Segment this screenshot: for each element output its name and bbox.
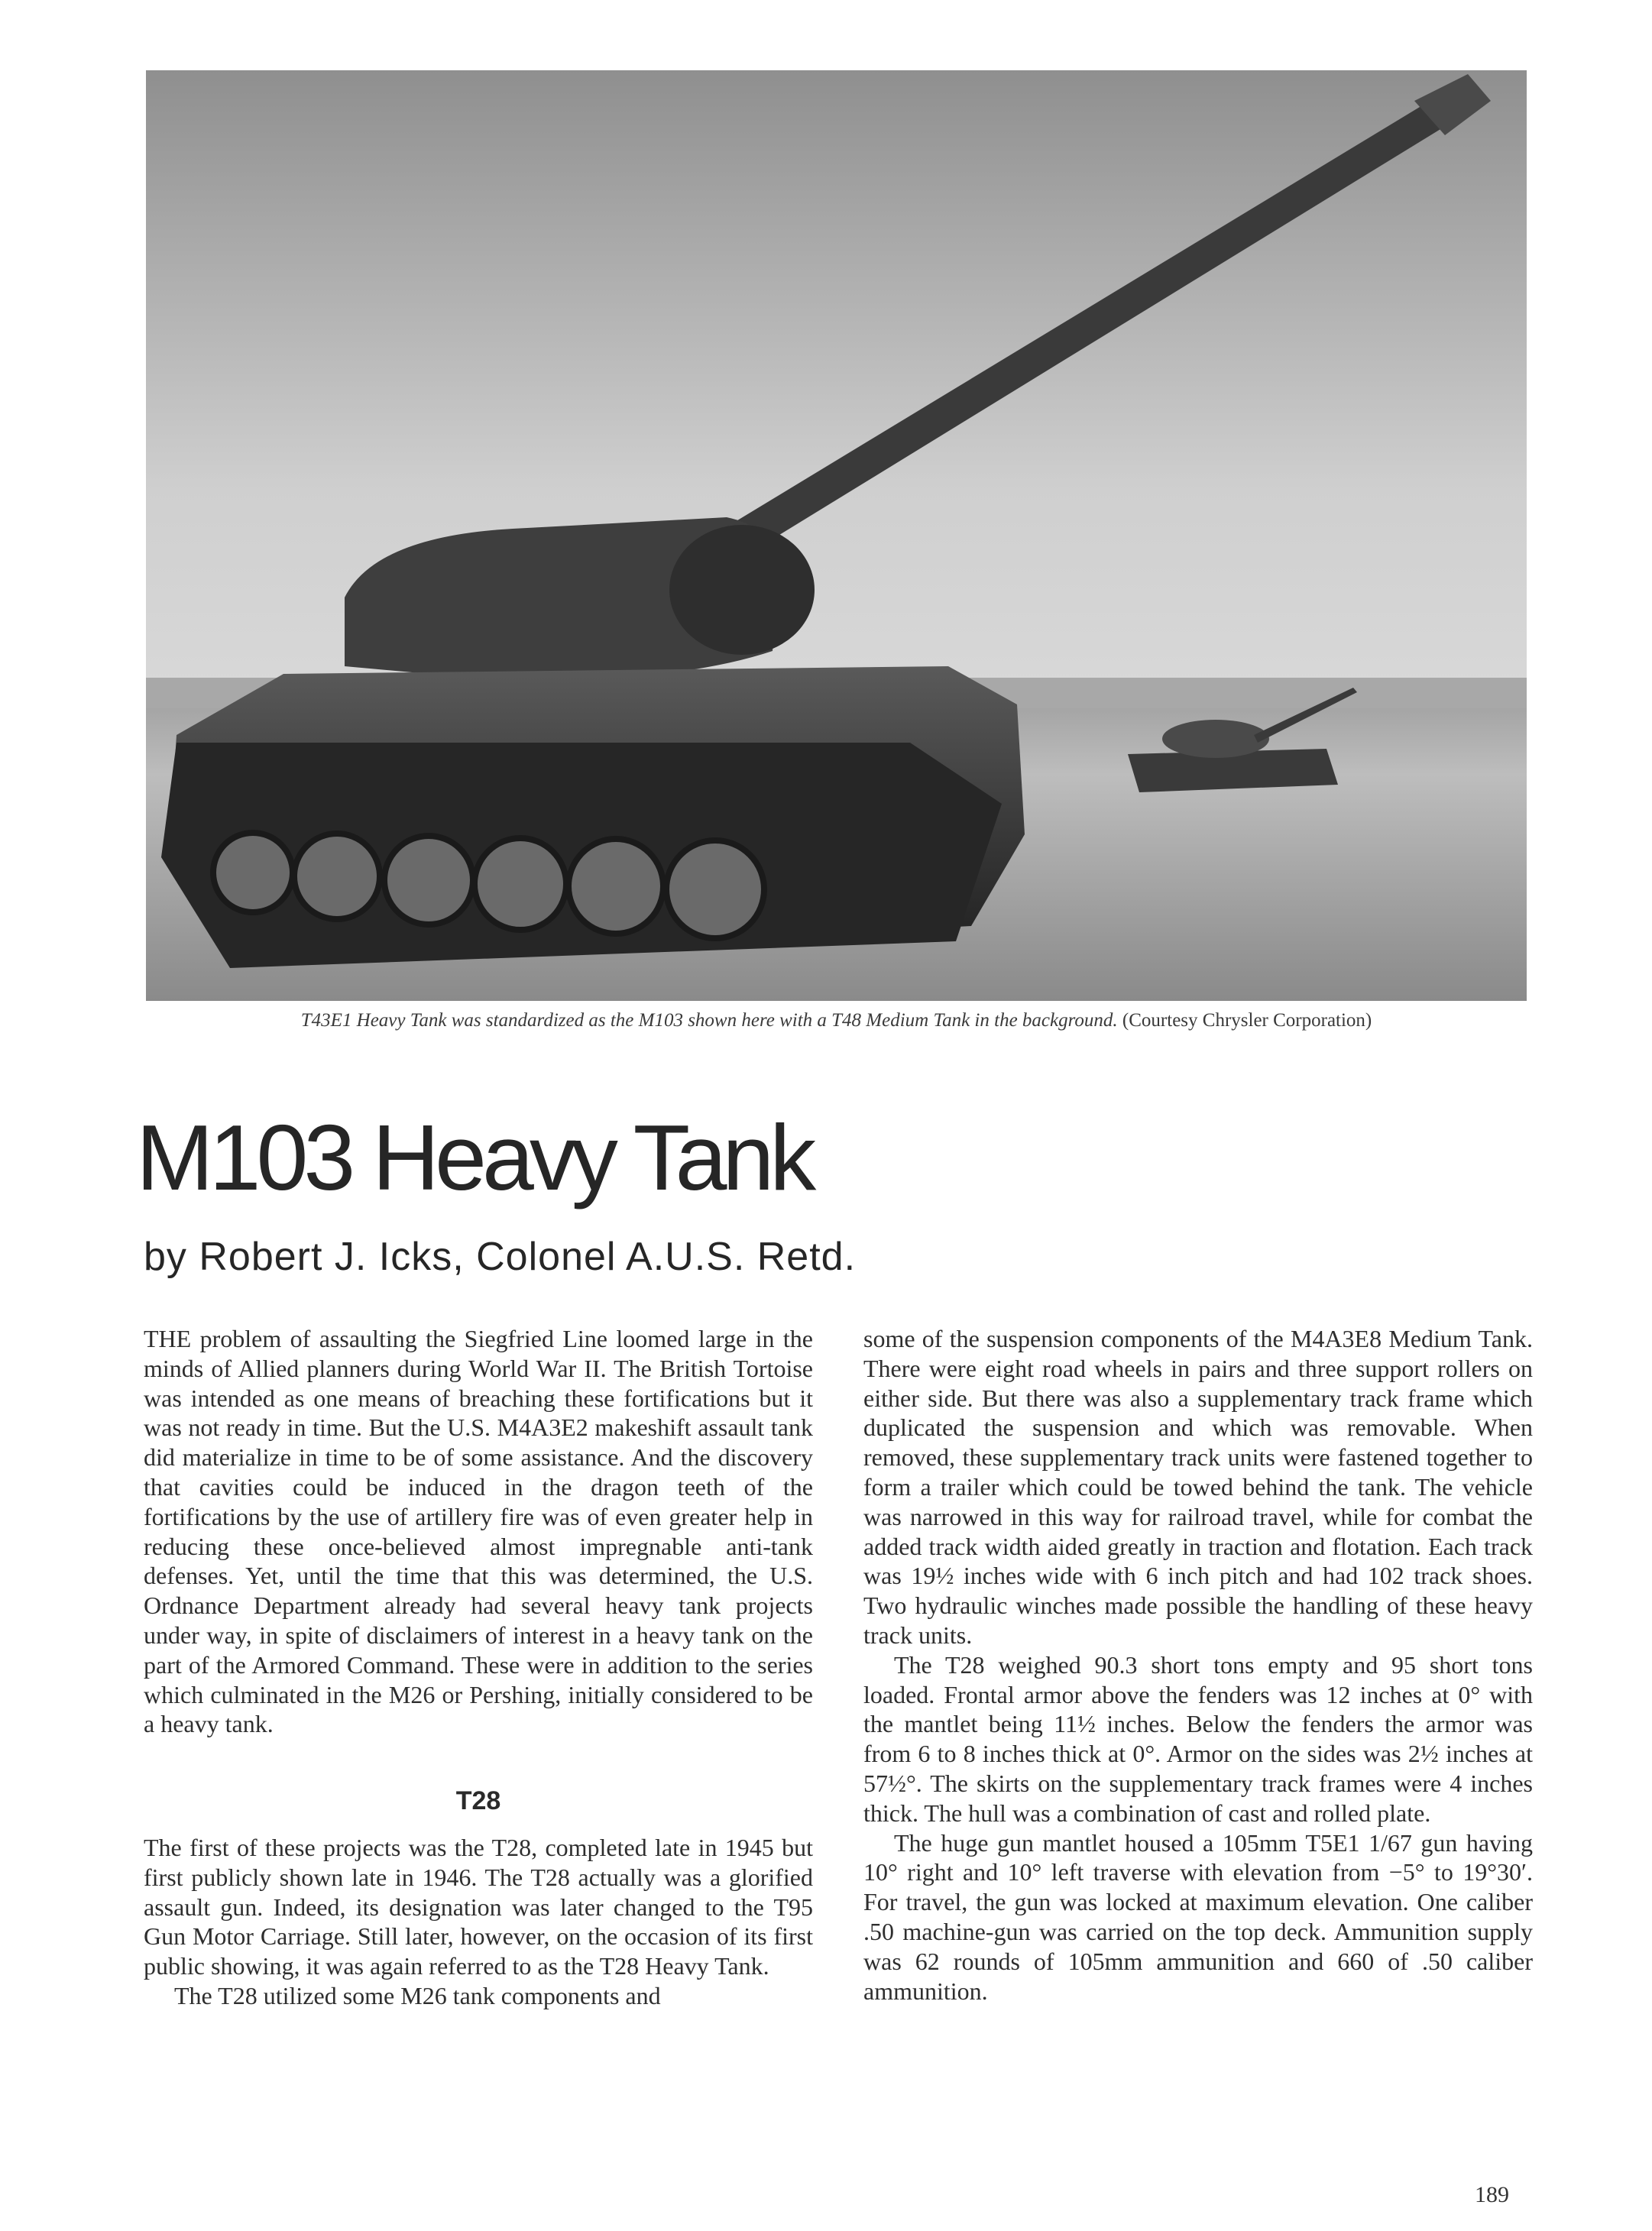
right-paragraph-3: The huge gun mantlet housed a 105mm T5E1 1/67 gun having 10° right and 10° left traverse with elevation from −5° to 19°30′. For travel, the gun was locked at maximum elevation. One caliber .50 machine-gun was carried on the top deck. Ammunition supply was 62 rounds of 105mm ammunition and 660 of .50 caliber ammunition. xyxy=(863,1828,1533,2005)
tank-photo xyxy=(146,70,1527,1001)
caption-italic: T43E1 Heavy Tank was standardized as the M103 shown here with a T48 Medium Tank in the background. xyxy=(300,1010,1118,1031)
right-paragraph-1: some of the suspension components of the M4A3E8 Medium Tank. There were eight road wheels in pairs and three support rollers on either side. But there was also a supplementary track frame which duplicated the suspension and which was removable. When removed, these supplementary track units were fastened together to form a trailer which could be towed behind the tank. The vehicle was narrowed in this way for railroad travel, while for combat the added track width aided greatly in traction and flotation. Each track was 19½ inches wide with 6 inch pitch and had 102 track shoes. Two hydraulic winches made possible the handling of these heavy track units. xyxy=(863,1325,1533,1649)
caption-credit: (Courtesy Chrysler Corporation) xyxy=(1122,1010,1372,1031)
left-paragraph-2: The first of these projects was the T28, completed late in 1945 but first publicly shown late in 1946. The T28 actually was a glorified assault gun. Indeed, its designation was later changed to the T95 Gun Motor Carriage. Still later, however, on the occasion of its first public showing, it was again referred to as the T28 Heavy Tank. xyxy=(144,1833,813,1980)
left-paragraph-3: The T28 utilized some M26 tank components and xyxy=(174,1981,661,2009)
right-column xyxy=(863,1324,1533,2006)
tank-photo-illustration xyxy=(146,70,1527,1001)
left-column xyxy=(144,1324,813,2011)
right-paragraph-2: The T28 weighed 90.3 short tons empty and 95 short tons loaded. Frontal armor above the fenders was 12 inches at 0° with the mantlet being 11½ inches. Below the fenders the armor was from 6 to 8 inches thick at 0°. Armor on the sides was 2½ inches at 57½°. The skirts on the supplementary track frames were 4 inches thick. The hull was a combination of cast and rolled plate. xyxy=(863,1650,1533,1827)
page-number: 189 xyxy=(1475,2182,1509,2207)
section-heading-t28: T28 xyxy=(455,1786,501,1816)
photo-caption xyxy=(146,1010,1527,1031)
article-byline: by Robert J. Icks, Colonel A.U.S. Retd. xyxy=(144,1235,857,1279)
article-title: M103 Heavy Tank xyxy=(136,1106,812,1209)
left-paragraph-1: THE problem of assaulting the Siegfried Line loomed large in the minds of Allied planners during World War II. The British Tortoise was intended as one means of breaching these fortifications but it was not ready in time. But the U.S. M4A3E2 makeshift assault tank did materialize in time to be of some assistance. And the discovery that cavities could be induced in the dragon teeth of the fortifications by the use of artillery fire was of even greater help in reducing these once-believed almost impregnable anti-tank defenses. Yet, until the time that this was determined, the U.S. Ordnance Department already had several heavy tank projects under way, in spite of disclaimers of interest in a heavy tank on the part of the Armored Command. These were in addition to the series which culminated in the M26 or Pershing, initially considered to be a heavy tank. xyxy=(144,1325,813,1738)
